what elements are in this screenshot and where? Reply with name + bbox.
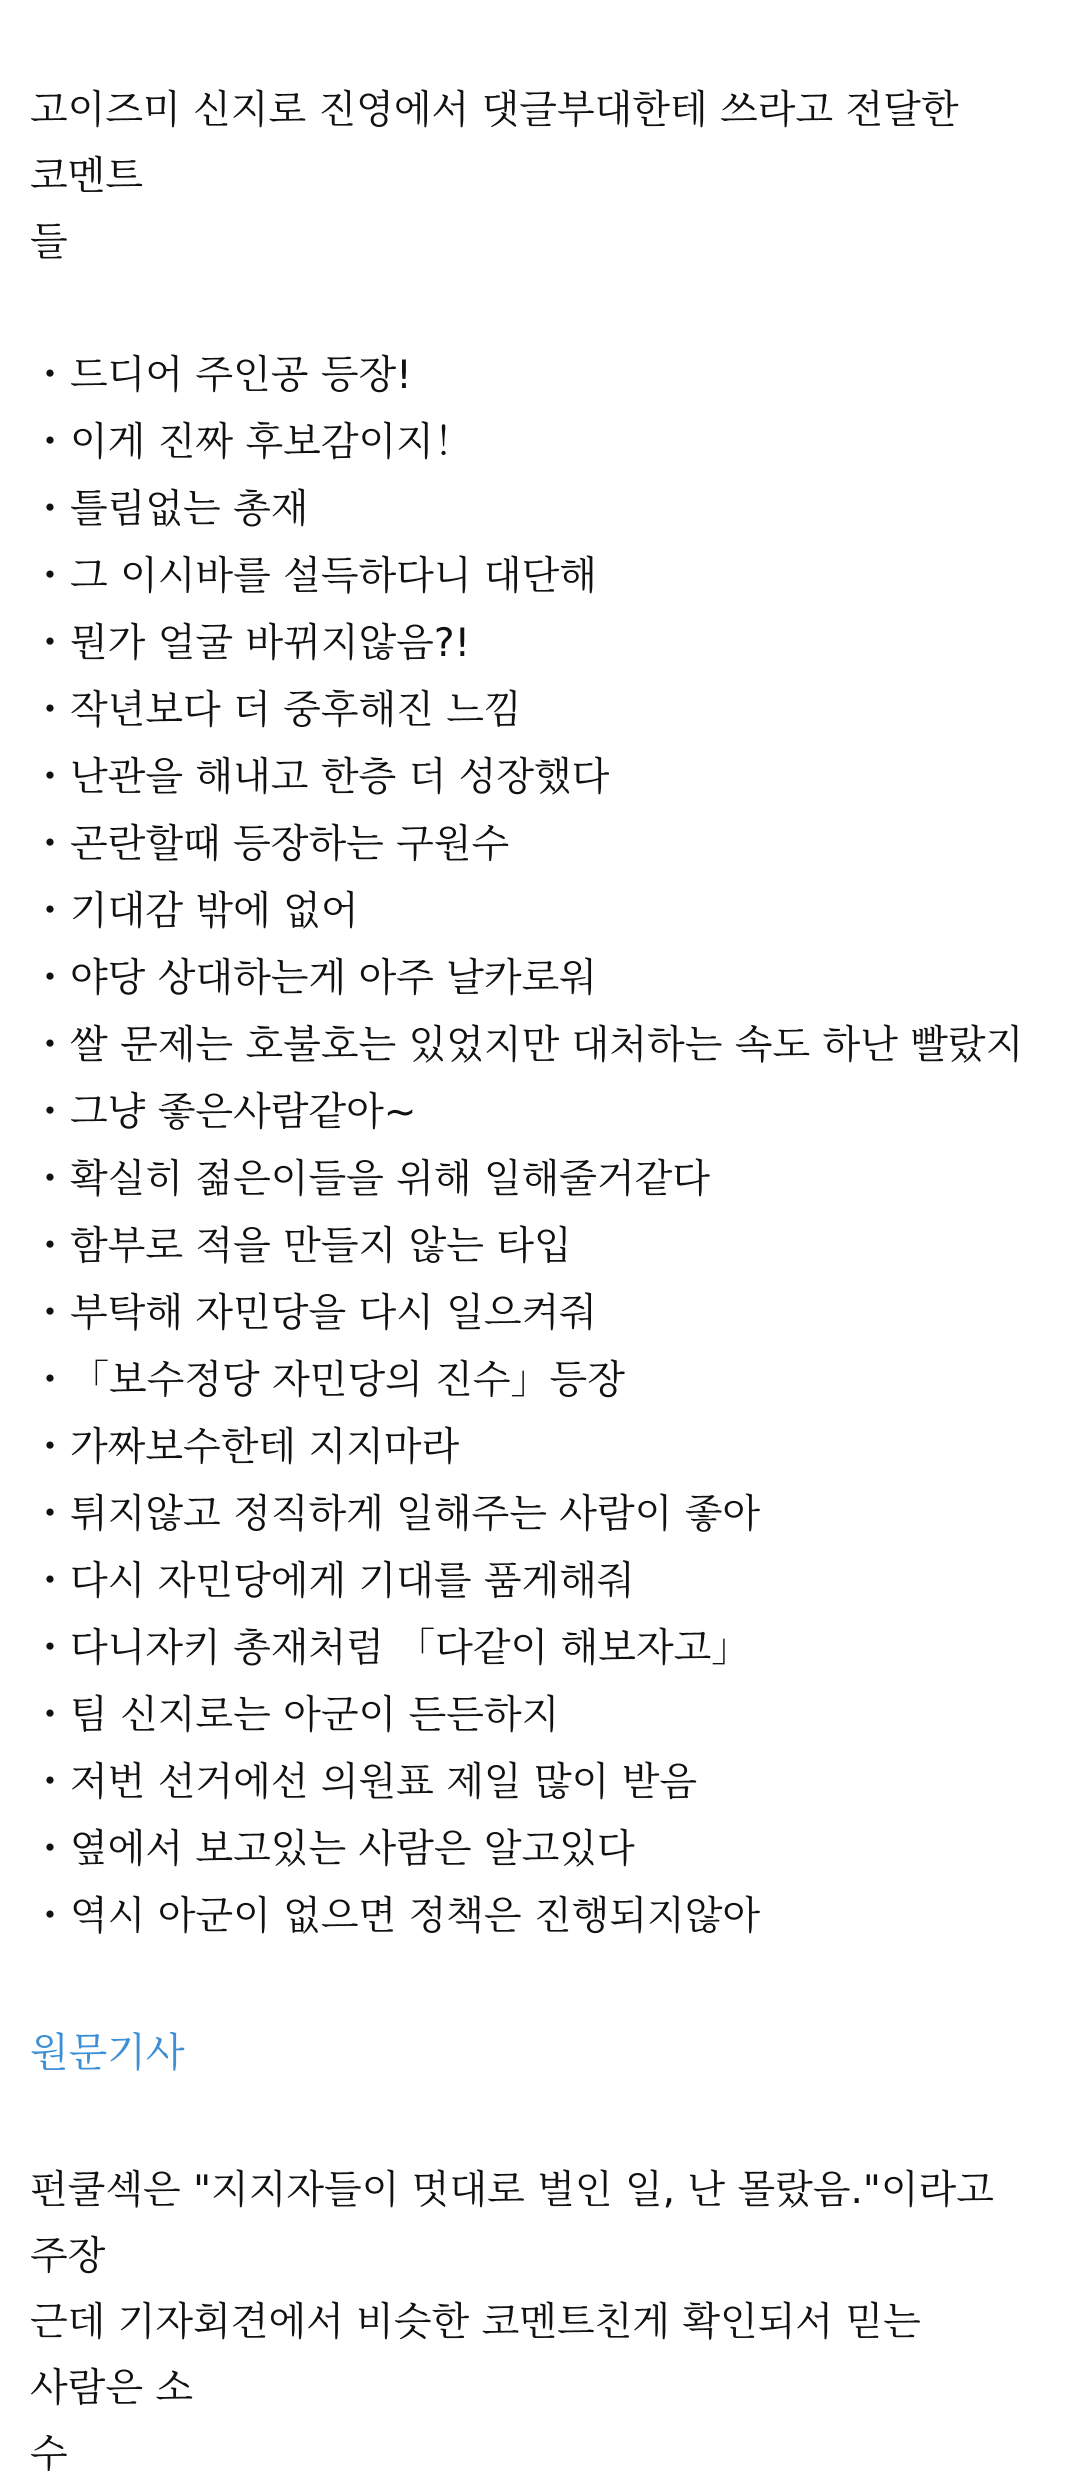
bullet-icon: ・: [30, 955, 70, 1001]
bullet-icon: ・: [30, 1558, 70, 1604]
comment-text: 부탁해 자민당을 다시 일으켜줘: [70, 1290, 597, 1336]
bullet-icon: ・: [30, 1357, 70, 1403]
comment-text: 가짜보수한테 지지마라: [70, 1424, 460, 1470]
list-item: [30, 740, 1044, 807]
list-item: [30, 1142, 1044, 1209]
list-item: [30, 338, 1044, 405]
list-item: [30, 1008, 1044, 1075]
comment-list: [30, 338, 1044, 1946]
list-item: [30, 606, 1044, 673]
comment-text: 틀림없는 총재: [70, 486, 309, 532]
list-item: [30, 941, 1044, 1008]
comment-text: 그 이시바를 설득하다니 대단해: [70, 553, 597, 599]
list-item: [30, 1276, 1044, 1343]
comment-text: 이게 진짜 후보감이지！: [70, 419, 473, 465]
comment-text: 저번 선거에선 의원표 제일 많이 받음: [70, 1759, 698, 1805]
list-item: [30, 1678, 1044, 1745]
list-item: [30, 1544, 1044, 1611]
bullet-icon: ・: [30, 1156, 70, 1202]
comment-text: 그냥 좋은사람같아~: [70, 1089, 417, 1135]
list-item: [30, 807, 1044, 874]
comment-text: 뭔가 얼굴 바뀌지않음?!: [70, 620, 471, 666]
bullet-icon: ・: [30, 620, 70, 666]
list-item: [30, 1209, 1044, 1276]
summary-line-3: 수: [30, 2432, 68, 2477]
comment-text: 드디어 주인공 등장!: [70, 352, 412, 398]
list-item: [30, 405, 1044, 472]
comment-text: 튀지않고 정직하게 일해주는 사람이 좋아: [70, 1491, 761, 1537]
list-item: [30, 874, 1044, 941]
bullet-icon: ・: [30, 419, 70, 465]
bullet-icon: ・: [30, 821, 70, 867]
intro-line-1: 고이즈미 신지로 진영에서 댓글부대한테 쓰라고 전달한 코멘트: [30, 88, 959, 199]
bullet-icon: ・: [30, 1826, 70, 1872]
bullet-icon: ・: [30, 1022, 70, 1068]
bullet-icon: ・: [30, 1625, 70, 1671]
bullet-icon: ・: [30, 1893, 70, 1939]
bullet-icon: ・: [30, 1491, 70, 1537]
comment-text: 확실히 젊은이들을 위해 일해줄거같다: [70, 1156, 710, 1202]
intro-line-2: 들: [30, 220, 68, 265]
list-item: [30, 673, 1044, 740]
bullet-icon: ・: [30, 888, 70, 934]
bullet-icon: ・: [30, 486, 70, 532]
summary-paragraph: [30, 2158, 1044, 2488]
comment-text: 다시 자민당에게 기대를 품게해줘: [70, 1558, 635, 1604]
summary-line-1: 펀쿨섹은 "지지자들이 멋대로 벌인 일, 난 몰랐음."이라고 주장: [30, 2168, 994, 2279]
bullet-icon: ・: [30, 553, 70, 599]
list-item: [30, 1477, 1044, 1544]
list-item: [30, 1611, 1044, 1678]
comment-text: 쌀 문제는 호불호는 있었지만 대처하는 속도 하난 빨랐지: [70, 1022, 1024, 1068]
comment-text: 옆에서 보고있는 사람은 알고있다: [70, 1826, 635, 1872]
comment-text: 곤란할때 등장하는 구원수: [70, 821, 510, 867]
comment-text: 역시 아군이 없으면 정책은 진행되지않아: [70, 1893, 761, 1939]
comment-text: 야당 상대하는게 아주 날카로워: [70, 955, 597, 1001]
comment-text: 「보수정당 자민당의 진수」등장: [70, 1357, 625, 1403]
list-item: [30, 1745, 1044, 1812]
bullet-icon: ・: [30, 1290, 70, 1336]
bullet-icon: ・: [30, 352, 70, 398]
list-item: [30, 1410, 1044, 1477]
summary-line-2: 근데 기자회견에서 비슷한 코멘트친게 확인되서 믿는 사람은 소: [30, 2300, 921, 2411]
comment-text: 팀 신지로는 아군이 든든하지: [70, 1692, 560, 1738]
comment-text: 기대감 밖에 없어: [70, 888, 359, 934]
comment-text: 작년보다 더 중후해진 느낌: [70, 687, 522, 733]
bullet-icon: ・: [30, 1424, 70, 1470]
bullet-icon: ・: [30, 1692, 70, 1738]
bullet-icon: ・: [30, 687, 70, 733]
bullet-icon: ・: [30, 1089, 70, 1135]
comment-text: 난관을 해내고 한층 더 성장했다: [70, 754, 610, 800]
list-item: [30, 539, 1044, 606]
comment-text: 다니자키 총재처럼 「다같이 해보자고」: [70, 1625, 751, 1671]
list-item: [30, 1343, 1044, 1410]
comment-text: 함부로 적을 만들지 않는 타입: [70, 1223, 572, 1269]
list-item: [30, 472, 1044, 539]
bullet-icon: ・: [30, 1223, 70, 1269]
bullet-icon: ・: [30, 1759, 70, 1805]
bullet-icon: ・: [30, 754, 70, 800]
list-item: [30, 1879, 1044, 1946]
list-item: [30, 1075, 1044, 1142]
source-article-link[interactable]: 원문기사: [30, 2030, 185, 2076]
intro-paragraph: [30, 0, 1044, 276]
list-item: [30, 1812, 1044, 1879]
